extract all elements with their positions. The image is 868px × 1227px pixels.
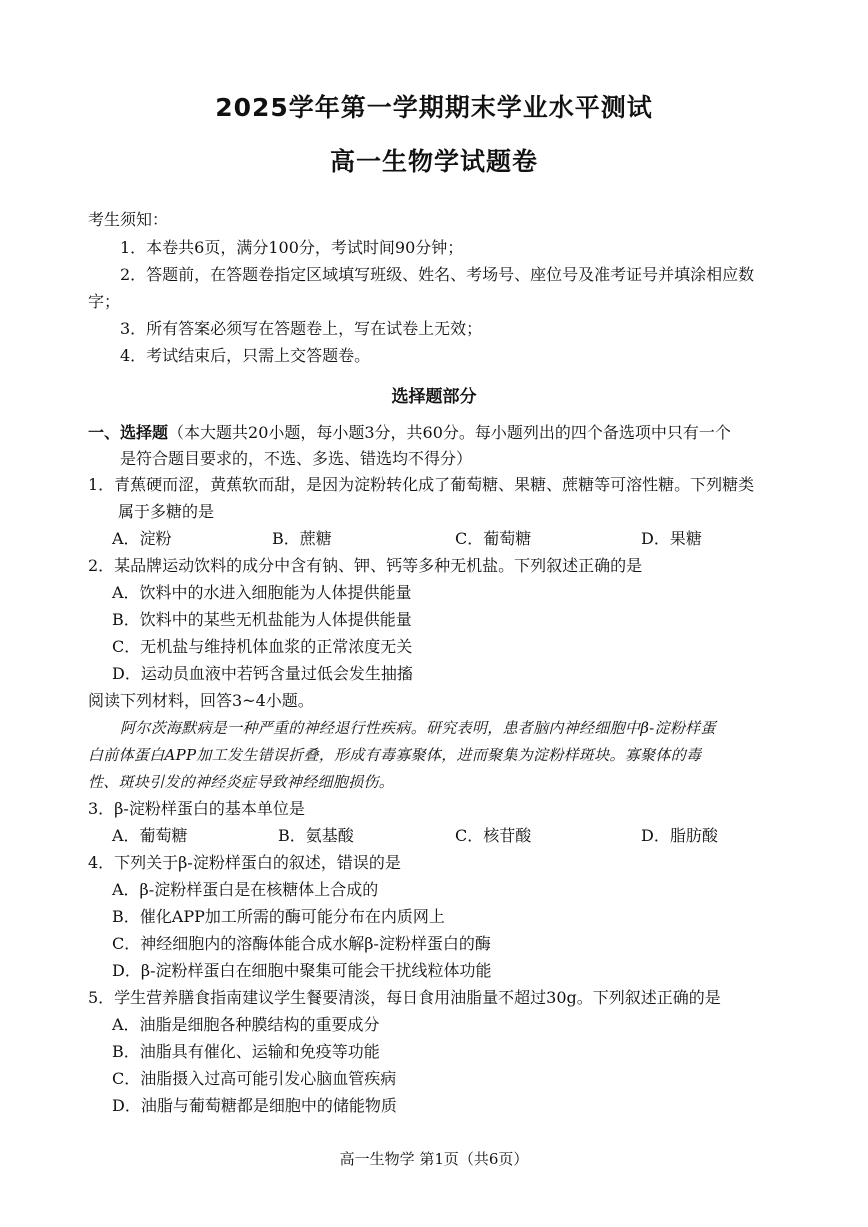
option: B．蔗糖	[272, 529, 332, 548]
option: C．油脂摄入过高可能引发心脑血管疾病	[112, 1069, 397, 1088]
option: A．油脂是细胞各种膜结构的重要成分	[112, 1015, 380, 1034]
notice-item: 1．本卷共6页，满分100分，考试时间90分钟；	[120, 238, 464, 257]
instructions-text: （本大题共20小题，每小题3分，共60分。每小题列出的四个备选项中只有一个	[168, 423, 731, 442]
option: A．淀粉	[112, 529, 172, 548]
option: D．运动员血液中若钙含量过低会发生抽搐	[112, 664, 413, 683]
option: A．β-淀粉样蛋白是在核糖体上合成的	[112, 880, 379, 899]
option: C．核苷酸	[455, 826, 532, 845]
exam-title: 2025学年第一学期期末学业水平测试	[215, 93, 653, 122]
part-label: 一、选择题	[88, 423, 169, 442]
question-stem: 5．学生营养膳食指南建议学生餐要清淡，每日食用油脂量不超过30g。下列叙述正确的是	[88, 988, 721, 1007]
option: B．油脂具有催化、运输和免疫等功能	[112, 1042, 380, 1061]
option-row	[112, 529, 812, 549]
option: D．油脂与葡萄糖都是细胞中的储能物质	[112, 1096, 397, 1115]
option: B．饮料中的某些无机盐能为人体提供能量	[112, 610, 412, 629]
notice-item: 2．答题前，在答题卷指定区域填写班级、姓名、考场号、座位号及准考证号并填涂相应数	[120, 265, 755, 284]
notice-item: 4．考试结束后，只需上交答题卷。	[120, 346, 371, 365]
section-instructions	[88, 423, 731, 443]
page-footer: 高一生物学 第1页（共6页）	[339, 1150, 529, 1168]
exam-subtitle: 高一生物学试题卷	[329, 147, 538, 176]
question-stem: 4．下列关于β-淀粉样蛋白的叙述，错误的是	[88, 853, 401, 872]
question-stem: 3．β-淀粉样蛋白的基本单位是	[88, 799, 305, 818]
option: B．氨基酸	[278, 826, 354, 845]
section-title: 选择题部分	[391, 387, 477, 407]
option-row	[112, 826, 812, 846]
notice-item-continued: 字；	[88, 292, 121, 311]
material-passage-line: 阿尔茨海默病是一种严重的神经退行性疾病。研究表明，患者脑内神经细胞中β-淀粉样蛋	[120, 719, 716, 737]
option: C．无机盐与维持机体血浆的正常浓度无关	[112, 637, 413, 656]
option: B．催化APP加工所需的酶可能分布在内质网上	[112, 907, 445, 926]
option: A．饮料中的水进入细胞能为人体提供能量	[112, 583, 412, 602]
option: A．葡萄糖	[112, 826, 188, 845]
option: D．β-淀粉样蛋白在细胞中聚集可能会干扰线粒体功能	[112, 961, 492, 980]
option: C．葡萄糖	[455, 529, 532, 548]
material-intro: 阅读下列材料，回答3~4小题。	[88, 691, 314, 710]
material-passage-line: 白前体蛋白APP加工发生错误折叠，形成有毒寡聚体，进而聚集为淀粉样斑块。寡聚体的毒	[88, 746, 702, 764]
question-stem: 1．青蕉硬而涩，黄蕉软而甜，是因为淀粉转化成了葡萄糖、果糖、蔗糖等可溶性糖。下列糖类	[88, 475, 755, 494]
question-stem-continued: 属于多糖的是	[118, 502, 215, 521]
section-instructions-continued: 是符合题目要求的，不选、多选、错选均不得分）	[120, 449, 473, 468]
option: D．果糖	[641, 529, 702, 548]
material-passage-line: 性、斑块引发的神经炎症导致神经细胞损伤。	[88, 773, 395, 791]
notice-heading: 考生须知：	[88, 210, 169, 229]
question-stem: 2．某品牌运动饮料的成分中含有钠、钾、钙等多种无机盐。下列叙述正确的是	[88, 556, 643, 575]
option: C．神经细胞内的溶酶体能合成水解β-淀粉样蛋白的酶	[112, 934, 491, 953]
option: D．脂肪酸	[641, 826, 718, 845]
notice-item: 3．所有答案必须写在答题卷上，写在试卷上无效；	[120, 319, 483, 338]
